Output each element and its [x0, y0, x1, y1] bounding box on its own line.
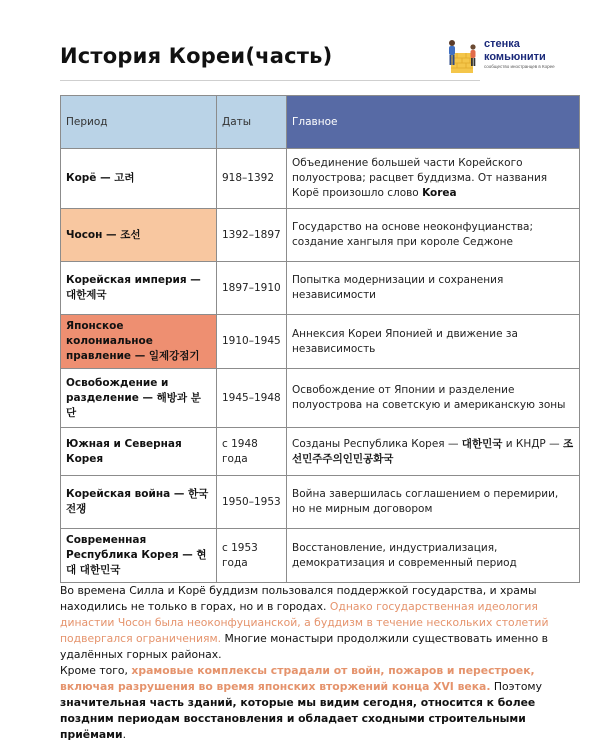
logo-tagline: сообщество иностранцев в Корее — [484, 64, 555, 69]
period-cell: Чосон — 조선 — [61, 209, 217, 262]
body-text — [60, 583, 580, 743]
header-main: Главное — [287, 96, 580, 149]
main-cell — [287, 149, 580, 209]
dates-cell: с 1948 года — [217, 428, 287, 476]
highlighted-text: Однако государственная идеология династии Чосон была неоконфуцианской, а буддизм в течение нескольких столетий подвергался ограничениям. — [60, 600, 549, 645]
main-keyword: 대한민국 — [461, 437, 503, 450]
dates-cell: 1950–1953 — [217, 476, 287, 529]
community-logo — [442, 35, 582, 75]
table-row — [61, 149, 580, 209]
period-cell: Японское колониальное правление — 일제강점기 — [61, 315, 217, 369]
main-text: Созданы Республика Корея — — [292, 437, 462, 450]
paragraph-text: . — [122, 728, 127, 741]
table-row — [61, 315, 580, 369]
table-row — [61, 369, 580, 428]
period-cell: Корейская война — 한국전쟁 — [61, 476, 217, 529]
bold-text: значительная часть зданий, которые мы видим сегодня, относится к более поздним периодам восстановления и обладает сходными строительными приёмами — [60, 696, 536, 741]
table-header-row — [61, 96, 580, 149]
logo-name-line2: комьюнити — [484, 51, 546, 63]
dates-cell: с 1953 года — [217, 529, 287, 583]
main-cell: Освобождение от Японии и разделение полуострова на советскую и американскую зоны — [287, 369, 580, 428]
main-keyword: 조선민주주의인민공화국 — [292, 437, 574, 465]
dates-cell: 1910–1945 — [217, 315, 287, 369]
main-cell: Государство на основе неоконфуцианства; создание хангыля при короле Седжоне — [287, 209, 580, 262]
period-cell: Современная Республика Корея — 현대 대한민국 — [61, 529, 217, 583]
paragraph-temples-history — [60, 663, 580, 743]
title-divider — [60, 80, 480, 81]
dates-cell: 1897–1910 — [217, 262, 287, 315]
header-period: Период — [61, 96, 217, 149]
period-cell: Южная и Северная Корея — [61, 428, 217, 476]
paragraph-text: Многие монастыри продолжили существовать именно в удалённых горных районах. — [60, 632, 549, 661]
logo-name-line1: стенка — [484, 38, 520, 50]
main-text: и КНДР — — [502, 437, 563, 450]
highlighted-text: храмовые комплексы страдали от войн, пожаров и перестроек, включая разрушения во время японских вторжений конца XVI века. — [60, 664, 535, 693]
period-cell: Корейская империя — 대한제국 — [61, 262, 217, 315]
dates-cell: 918–1392 — [217, 149, 287, 209]
dates-cell: 1945–1948 — [217, 369, 287, 428]
table-row — [61, 428, 580, 476]
page-title: История Кореи(часть) — [60, 44, 333, 68]
table-row — [61, 476, 580, 529]
main-cell: Попытка модернизации и сохранения независимости — [287, 262, 580, 315]
history-table — [60, 95, 580, 583]
table-row — [61, 529, 580, 583]
main-keyword: Korea — [422, 187, 457, 199]
period-cell: Корё — 고려 — [61, 149, 217, 209]
dates-cell: 1392–1897 — [217, 209, 287, 262]
logo-name — [484, 38, 580, 64]
main-cell: Война завершилась соглашением о перемирии, но не мирным договором — [287, 476, 580, 529]
header-dates: Даты — [217, 96, 287, 149]
main-cell: Аннексия Кореи Японией и движение за независимость — [287, 315, 580, 369]
table-row — [61, 262, 580, 315]
main-cell — [287, 428, 580, 476]
paragraph-text: Кроме того, — [60, 664, 132, 677]
paragraph-text: Поэтому — [490, 680, 542, 693]
paragraph-text: Во времена Силла и Корё буддизм пользовался поддержкой государства, и храмы находились не только в горах, но и в городах. — [60, 584, 537, 613]
period-cell: Освобождение и разделение — 해방과 분단 — [61, 369, 217, 428]
paragraph-temples-location — [60, 583, 580, 663]
main-cell: Восстановление, индустриализация, демократизация и современный период — [287, 529, 580, 583]
table-row — [61, 209, 580, 262]
logo-illustration-icon — [442, 35, 482, 75]
main-text: Объединение большей части Корейского полуострова; расцвет буддизма. От названия Корё произошло слово — [292, 157, 548, 199]
